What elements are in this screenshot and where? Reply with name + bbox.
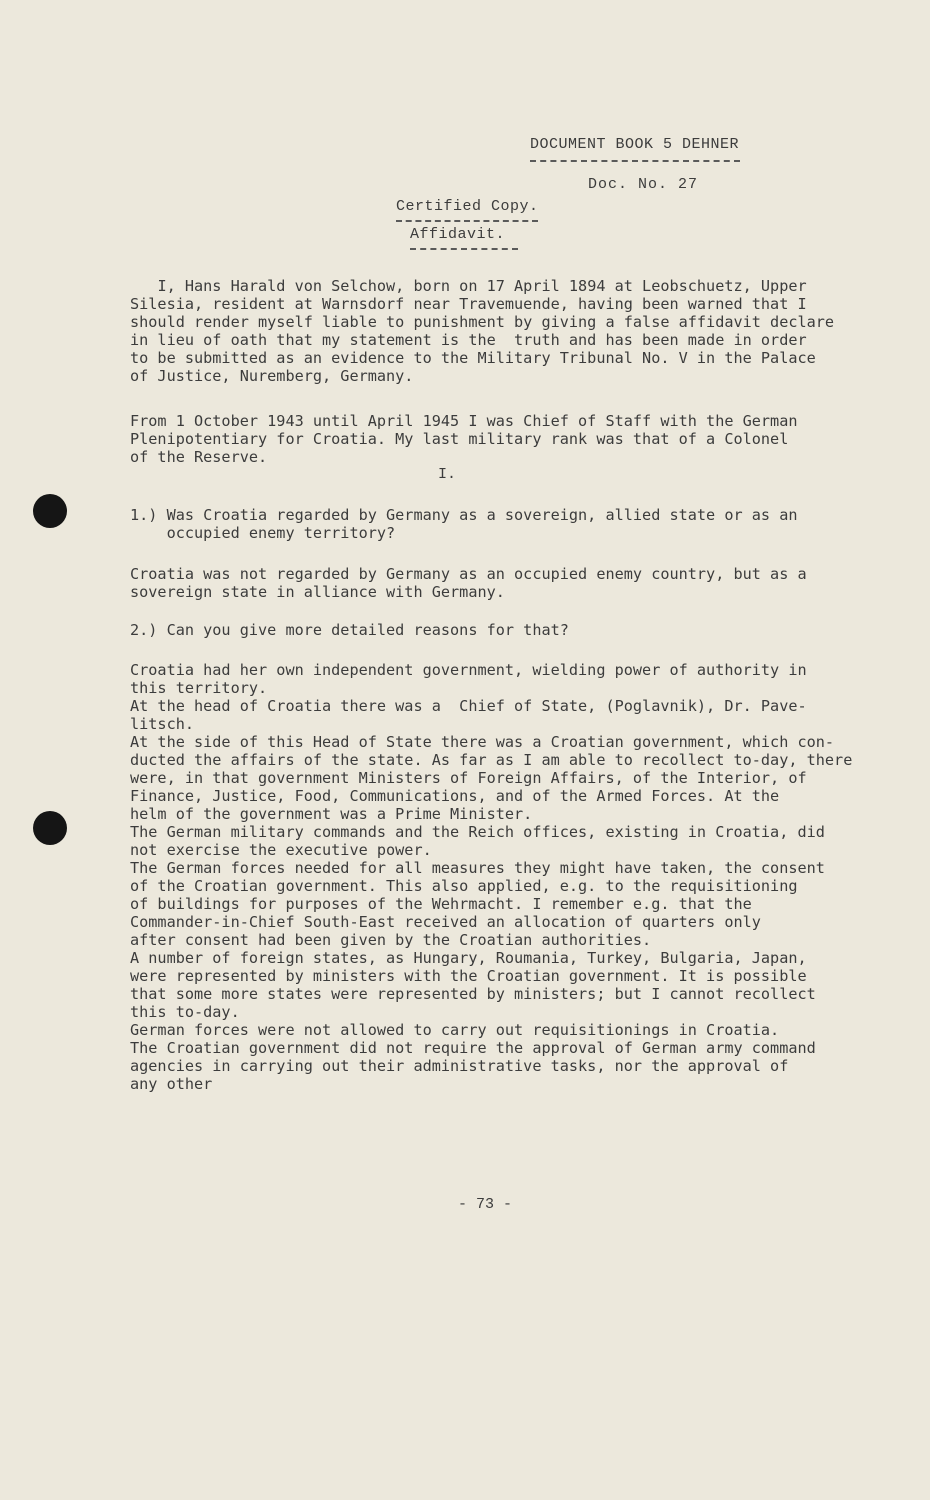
service-paragraph: From 1 October 1943 until April 1945 I was Chief of Staff with the German Plenipotentiary for Croatia. My last military rank was that of a Colonel of the Reserve.	[130, 412, 798, 466]
affidavit-underline	[410, 248, 518, 250]
answer-1: Croatia was not regarded by Germany as an occupied enemy country, but as a sovereign state in alliance with Germany.	[130, 565, 807, 601]
certified-copy-title: Certified Copy.	[396, 198, 539, 215]
question-1: 1.) Was Croatia regarded by Germany as a sovereign, allied state or as an occupied enemy territory?	[130, 506, 798, 542]
question-2: 2.) Can you give more detailed reasons for that?	[130, 621, 569, 639]
page-number: - 73 -	[458, 1196, 513, 1213]
certified-copy-underline	[396, 220, 538, 222]
answer-2: Croatia had her own independent government, wielding power of authority in this territory. At the head of Croatia there was a Chief of State, (Poglavnik), Dr. Pave- litsch. At the side of this Head of State there was a Croatian government, which con- ducted the affairs of the state. As far as I am able to recollect to-day, there were, in that government Ministers of Foreign Affairs, of the Interior, of Finance, Justice, Food, Communications, and of the Armed Forces. At the helm of the government was a Prime Minister. The German military commands and the Reich offices, existing in Croatia, did not exercise the executive power. The German forces needed for all measures they might have taken, the consent of the Croatian government. This also applied, e.g. to the requisitioning of buildings for purposes of the Wehrmacht. I remember e.g. that the Commander-in-Chief South-East received an allocation of quarters only after consent had been given by the Croatian authorities. A number of foreign states, as Hungary, Roumania, Turkey, Bulgaria, Japan, were represented by ministers with the Croatian government. It is possible that some more states were represented by ministers; but I cannot recollect this to-day. German forces were not allowed to carry out requisitionings in Croatia. The Croatian government did not require the approval of German army command agencies in carrying out their administrative tasks, nor the approval of any other	[130, 661, 853, 1093]
punch-hole-bottom	[33, 811, 67, 845]
section-numeral: I.	[438, 466, 457, 483]
intro-paragraph: I, Hans Harald von Selchow, born on 17 April 1894 at Leobschuetz, Upper Silesia, resident at Warnsdorf near Travemuende, having been warned that I should render myself liable to punishment by giving a false affidavit declare in lieu of oath that my statement is the truth and has been made in order to be submitted as an evidence to the Military Tribunal No. V in the Palace of Justice, Nuremberg, Germany.	[130, 277, 835, 385]
affidavit-title: Affidavit.	[410, 226, 506, 243]
document-number: Doc. No. 27	[588, 176, 699, 193]
header-underline	[530, 160, 740, 162]
document-book-header: DOCUMENT BOOK 5 DEHNER	[530, 136, 740, 153]
punch-hole-top	[33, 494, 67, 528]
